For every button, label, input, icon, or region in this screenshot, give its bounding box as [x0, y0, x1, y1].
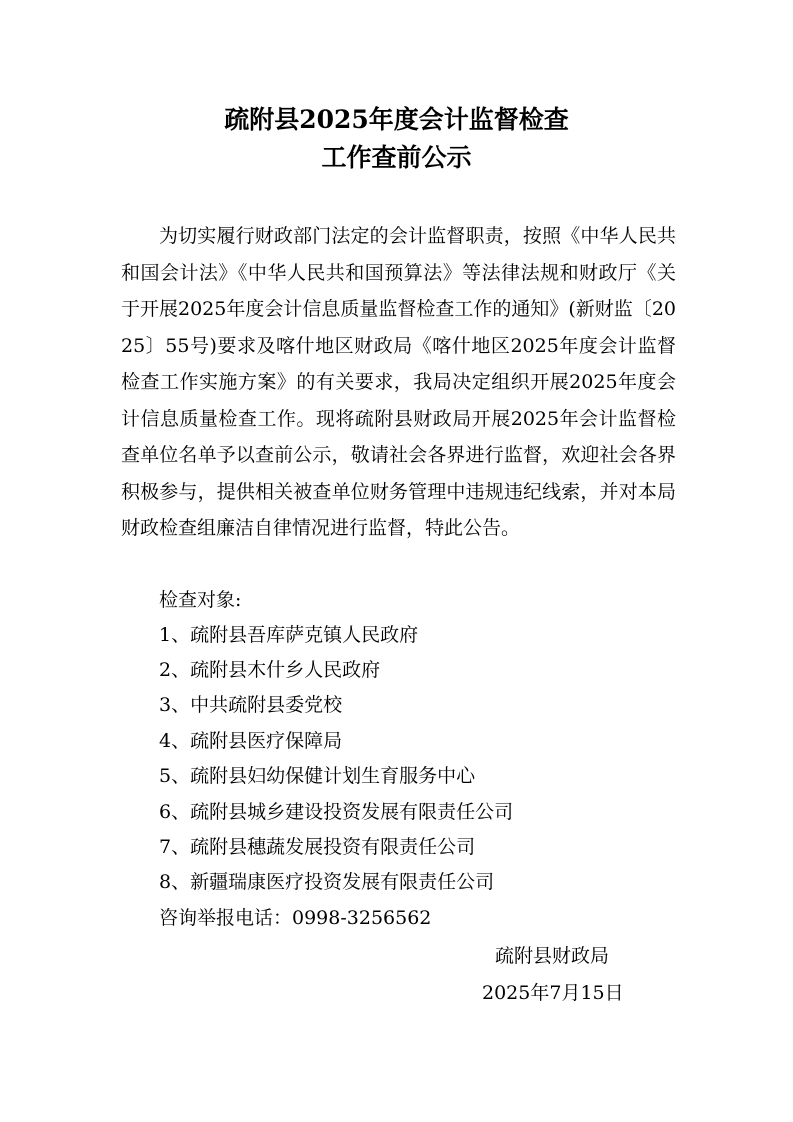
document-title-line1: 疏附县2025年度会计监督检查: [224, 105, 569, 134]
body-paragraph: 为切实履行财政部门法定的会计监督职责，按照《中华人民共和国会计法》《中华人民共和国预算法》等法律法规和财政厅《关于开展2025年度会计信息质量监督检查工作的通知》(新财监〔2025〕55号)要求及喀什地区财政局《喀什地区2025年度会计监督检查工作实施方案》的有关要求，我局决定组织开展2025年度会计信息质量检查工作。现将疏附县财政局开展2025年会计监督检查单位名单予以查前公示，敬请社会各界进行监督，欢迎社会各界积极参与，提供相关被查单位财务管理中违规违纪线索，并对本局财政检查组廉洁自律情况进行监督，特此公告。: [121, 225, 676, 539]
target-item-2: 2、疏附县木什乡人民政府: [159, 659, 381, 681]
target-item-6: 6、疏附县城乡建设投资发展有限责任公司: [159, 801, 514, 823]
target-item-4: 4、疏附县医疗保障局: [159, 730, 343, 752]
signature-date: 2025年7月15日: [482, 982, 624, 1004]
target-item-1: 1、疏附县吾库萨克镇人民政府: [159, 624, 419, 646]
targets-heading: 检查对象:: [159, 589, 242, 611]
target-item-7: 7、疏附县穗蔬发展投资有限责任公司: [159, 836, 476, 858]
target-item-8: 8、新疆瑞康医疗投资发展有限责任公司: [159, 871, 495, 893]
target-item-5: 5、疏附县妇幼保健计划生育服务中心: [159, 765, 476, 787]
document-title-line2: 工作查前公示: [321, 143, 472, 172]
hotline: 咨询举报电话：0998-3256562: [159, 907, 432, 929]
target-item-3: 3、中共疏附县委党校: [159, 694, 343, 716]
signature-org: 疏附县财政局: [495, 945, 610, 967]
